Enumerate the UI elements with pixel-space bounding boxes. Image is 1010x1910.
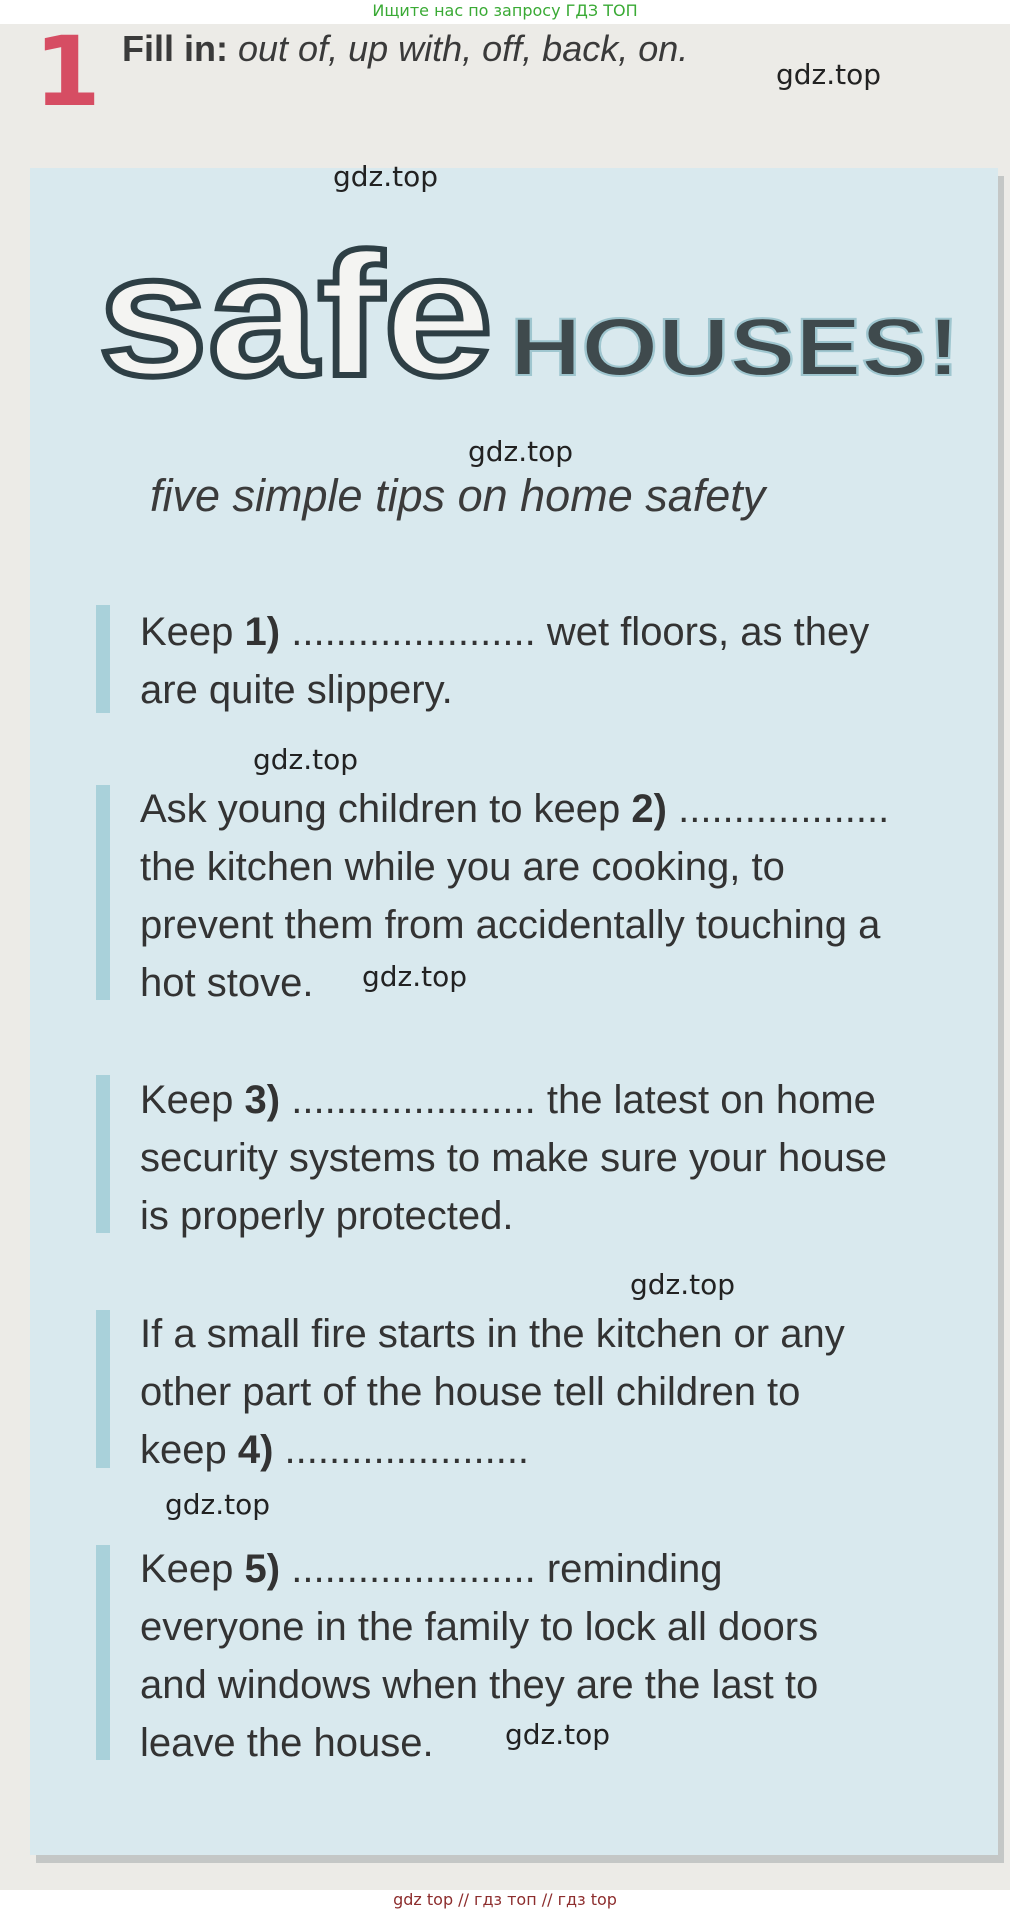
tip-bar-1 (96, 605, 110, 713)
watermark: gdz.top (253, 743, 359, 776)
tip-line: leave the house. (140, 1721, 434, 1765)
exercise-instruction (122, 28, 688, 70)
gap-number: 2) (631, 787, 667, 831)
gap-number: 5) (244, 1547, 281, 1591)
tip-line: Keep 5) ...................... reminding (140, 1547, 723, 1591)
tip-line: other part of the house tell children to (140, 1370, 801, 1414)
tip-line: and windows when they are the last to (140, 1663, 819, 1707)
tip-1 (140, 603, 970, 719)
article-title (92, 225, 972, 410)
tip-line: keep 4) ...................... (140, 1428, 530, 1472)
gap-number: 3) (244, 1078, 281, 1122)
watermark: gdz.top (776, 58, 882, 91)
tip-line: the kitchen while you are cooking, to (140, 845, 785, 889)
watermark: gdz.top (333, 160, 439, 193)
tip-line: everyone in the family to lock all doors (140, 1605, 819, 1649)
gap-number: 1) (244, 610, 281, 654)
instruction-lead: Fill in: (122, 28, 228, 69)
exercise-number: 1 (34, 16, 101, 128)
tip-line: Ask young children to keep 2) ................... (140, 787, 890, 831)
watermark: gdz.top (468, 435, 574, 468)
tip-4 (140, 1305, 970, 1479)
tip-2 (140, 780, 970, 1012)
watermark: gdz.top (165, 1488, 271, 1521)
tip-line: If a small fire starts in the kitchen or any (140, 1312, 845, 1356)
tip-line: prevent them from accidentally touching a (140, 903, 881, 947)
bottom-banner[interactable]: gdz top // гдз топ // гдз top (0, 1890, 1010, 1910)
title-word-safe: safe (98, 225, 493, 410)
tip-line: security systems to make sure your house (140, 1136, 887, 1180)
tip-line: hot stove. (140, 961, 314, 1005)
watermark: gdz.top (630, 1268, 736, 1301)
tip-3 (140, 1071, 970, 1245)
top-banner[interactable]: Ищите нас по запросу ГДЗ ТОП (372, 1, 638, 20)
tip-line: is properly protected. (140, 1194, 514, 1238)
tip-bar-4 (96, 1310, 110, 1468)
gap-number: 4) (237, 1428, 274, 1472)
tip-line: Keep 3) ...................... the latest on home (140, 1078, 876, 1122)
tip-line: are quite slippery. (140, 668, 453, 712)
tip-bar-5 (96, 1545, 110, 1760)
tip-bar-2 (96, 785, 110, 1000)
watermark: gdz.top (505, 1718, 611, 1751)
tip-line: Keep 1) ...................... wet floors, as they (140, 610, 870, 654)
title-word-houses: HOUSES! (510, 302, 960, 393)
watermark: gdz.top (362, 960, 468, 993)
article-subtitle: five simple tips on home safety (150, 470, 766, 521)
instruction-words: out of, up with, off, back, on. (238, 28, 689, 69)
tip-bar-3 (96, 1075, 110, 1233)
